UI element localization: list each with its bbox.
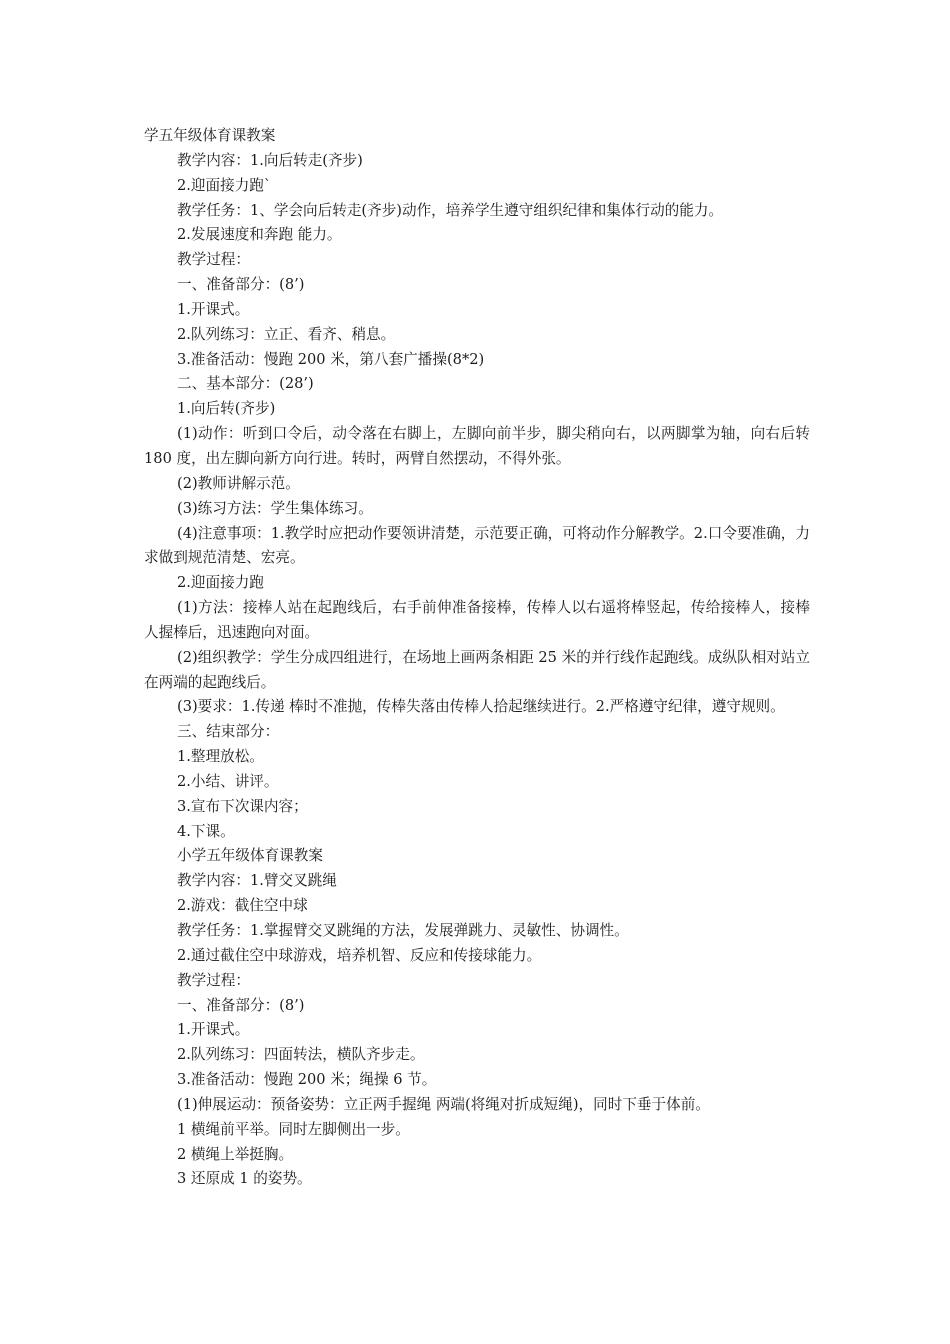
text-line: 2 横绳上举挺胸。: [177, 1145, 294, 1163]
text-line: 教学内容：1.臂交叉跳绳: [177, 872, 337, 890]
text-line: 三、结束部分：: [177, 723, 280, 741]
text-line: 1 横绳前平举。同时左脚侧出一步。: [177, 1120, 410, 1138]
text-line: 3 还原成 1 的姿势。: [177, 1170, 312, 1188]
text-line: 2.小结、讲评。: [177, 772, 279, 790]
text-line: 4.下课。: [177, 822, 235, 840]
text-line: (2)教师讲解示范。: [177, 474, 300, 492]
paragraph: (1)方法：接棒人站在起跑线后，右手前伸准备接棒，传棒人以右遥将棒竖起，传给接棒人，接棒人握棒后，迅速跑向对面。: [144, 599, 810, 641]
text-line: 2.迎面接力跑`: [177, 176, 272, 194]
text-line: 一、准备部分：(8’): [177, 996, 305, 1014]
text-line: 1.开课式。: [177, 1021, 250, 1039]
text-line: (3)练习方法：学生集体练习。: [177, 499, 373, 517]
text-line: 2.队列练习：立正、看齐、稍息。: [177, 325, 396, 343]
document-body: [144, 124, 810, 1192]
text-line: 2.通过截住空中球游戏，培养机智、反应和传接球能力。: [177, 946, 542, 964]
text-line: 2.迎面接力跑: [177, 574, 264, 592]
text-line: 1.开课式。: [177, 300, 250, 318]
paragraph: (3)要求：1.传递 棒时不准抛，传棒失落由传棒人拾起继续进行。2.严格遵守纪律，遵守规则。: [177, 698, 785, 716]
paragraph: (1)动作：听到口令后，动令落在右脚上，左脚向前半步，脚尖稍向右，以两脚掌为轴，向右后转 180 度，出左脚向新方向行进。转时，两臂自然摆动，不得外张。: [144, 425, 810, 467]
text-line: 3.准备活动：慢跑 200 米，第八套广播操(8*2): [177, 350, 485, 368]
text-line: (1)伸展运动：预备姿势：立正两手握绳 两端(将绳对折成短绳)，同时下垂于体前。: [177, 1095, 710, 1113]
text-line: 一、准备部分：(8’): [177, 276, 305, 294]
text-line: 2.游戏：截住空中球: [177, 897, 308, 915]
text-line: 二、基本部分：(28’): [177, 375, 314, 393]
text-line: 教学过程：: [177, 971, 250, 989]
text-line: 3.准备活动：慢跑 200 米；绳操 6 节。: [177, 1071, 437, 1089]
text-line: 教学任务：1、学会向后转走(齐步)动作，培养学生遵守组织纪律和集体行动的能力。: [177, 201, 724, 219]
text-line: 2.队列练习：四面转法，横队齐步走。: [177, 1046, 425, 1064]
text-line: 教学任务：1.掌握臂交叉跳绳的方法，发展弹跳力、灵敏性、协调性。: [177, 922, 629, 939]
text-line: 2.发展速度和奔跑 能力。: [177, 226, 342, 244]
text-line: 小学五年级体育课教案: [177, 847, 323, 865]
text-line: 1.向后转(齐步): [177, 400, 276, 418]
text-line: 教学过程：: [177, 251, 250, 269]
text-line: 3.宣布下次课内容；: [177, 797, 308, 815]
document-title: 学五年级体育课教案: [144, 127, 276, 144]
paragraph: (4)注意事项：1.教学时应把动作要领讲清楚，示范要正确，可将动作分解教学。2.口令要准确，力求做到规范清楚、宏亮。: [144, 524, 810, 567]
text-line: 教学内容：1.向后转走(齐步): [177, 151, 363, 169]
text-line: 1.整理放松。: [177, 748, 264, 766]
paragraph: (2)组织教学：学生分成四组进行，在场地上画两条相距 25 米的并行线作起跑线。成纵队相对站立在两端的起跑线后。: [144, 648, 810, 691]
